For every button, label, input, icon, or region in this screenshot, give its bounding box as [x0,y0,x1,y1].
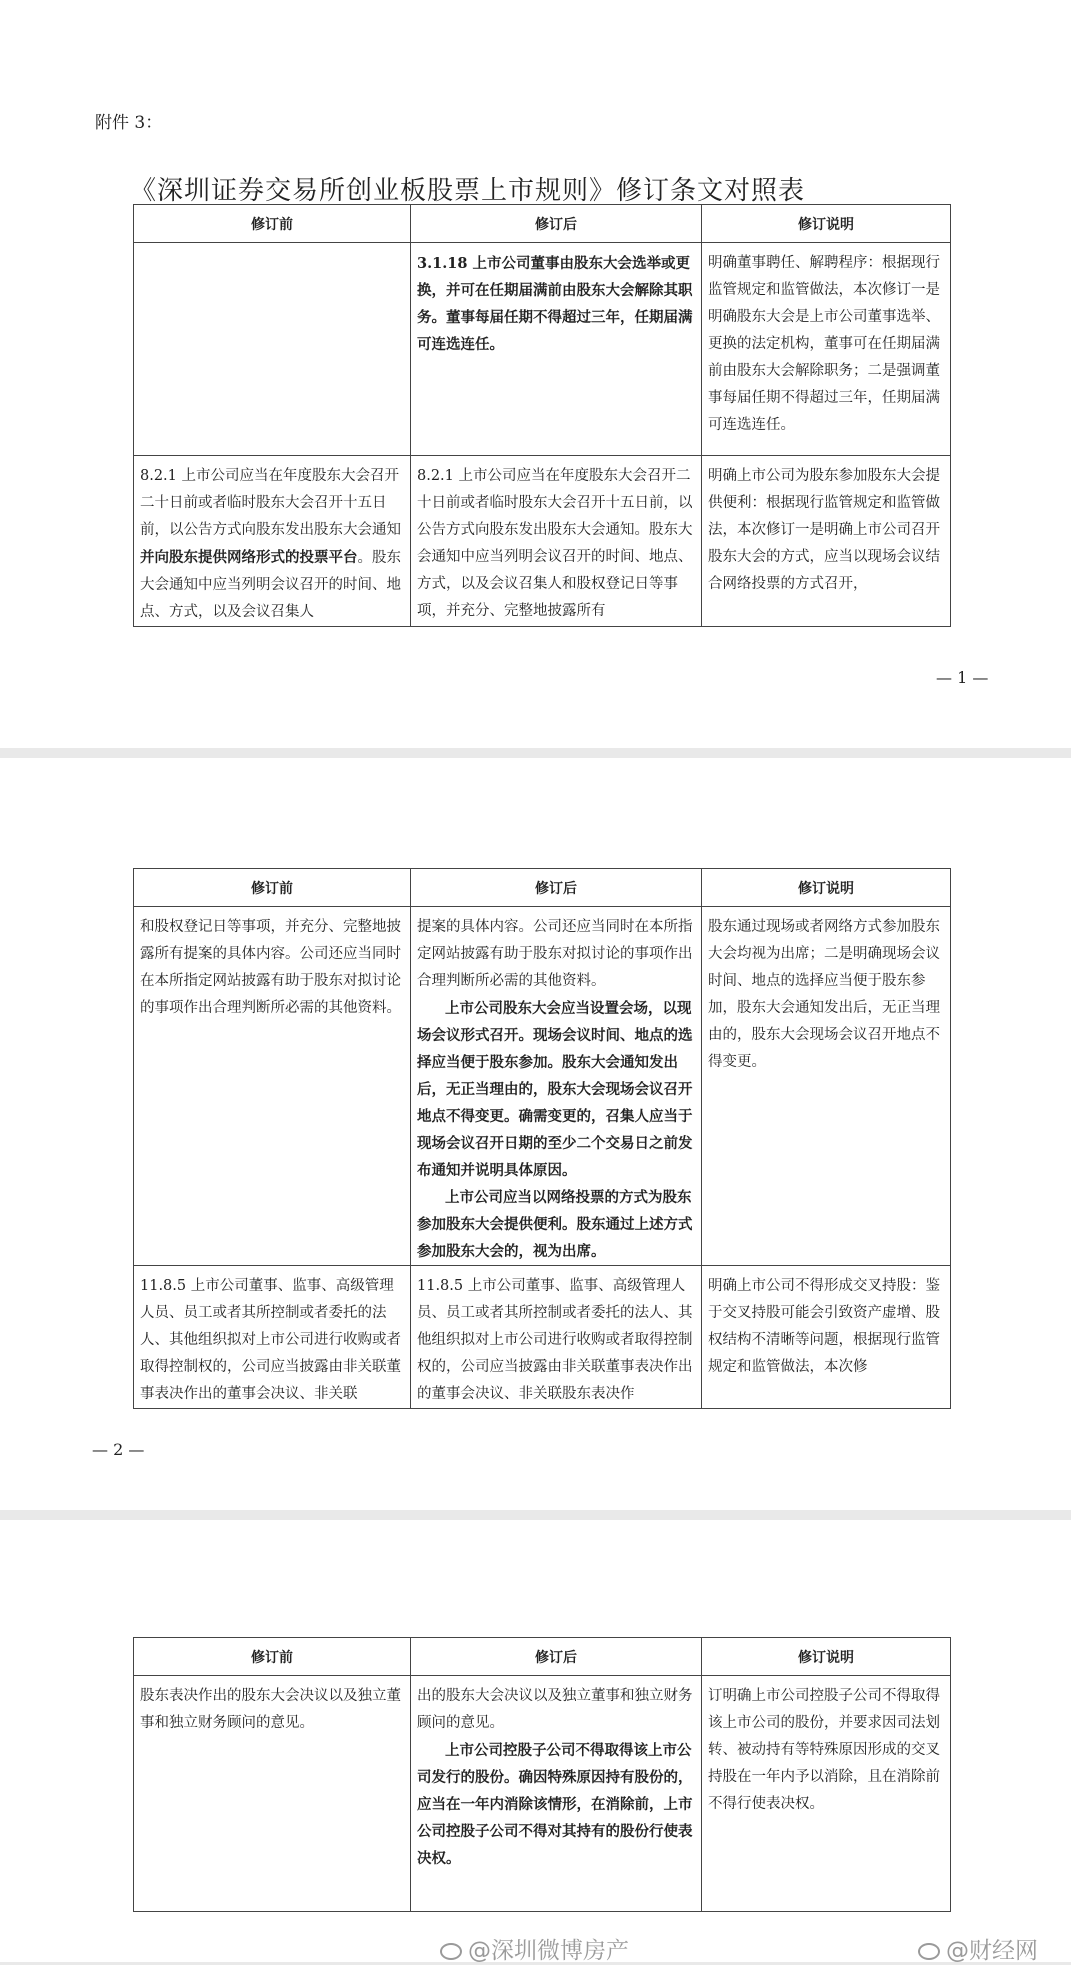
cell-after: 8.2.1 上市公司应当在年度股东大会召开二十日前或者临时股东大会召开十五日前，以公告方式向股东发出股东大会通知。股东大会通知中应当列明会议召开的时间、地点、方式，以及会议召集人和股权登记日等事项，并充分、完整地披露所有 [411,456,702,627]
weibo-icon [440,1943,462,1960]
cell-note: 股东通过现场或者网络方式参加股东大会均视为出席；二是明确现场会议时间、地点的选择应当便于股东参加，股东大会通知发出后，无正当理由的，股东大会现场会议召开地点不得变更。 [702,907,951,1266]
table-header-row [134,869,951,907]
cell-after-bold-text: 上市公司控股子公司不得取得该上市公司发行的股份。确因特殊原因持有股份的，应当在一年内消除该情形，在消除前，上市公司控股子公司不得对其持有的股份行使表决权。 [417,1742,693,1867]
comparison-table [133,1637,951,1912]
cell-before [134,243,411,456]
header-before: 修订前 [134,205,411,243]
header-note: 修订说明 [702,205,951,243]
watermark-left-text: @深圳微博房产 [468,1938,629,1964]
cell-after-text: 提案的具体内容。公司还应当同时在本所指定网站披露有助于股东对拟讨论的事项作出合理判断所必需的其他资料。 [417,919,693,989]
header-after: 修订后 [411,205,702,243]
header-after: 修订后 [411,1638,702,1676]
cell-after [411,907,702,1266]
cell-after-bold-text: 上市公司应当以网络投票的方式为股东参加股东大会提供便利。股东通过上述方式参加股东大会的，视为出席。 [417,1189,693,1260]
header-before: 修订前 [134,1638,411,1676]
page-3 [0,1520,1071,1962]
cell-before: 11.8.5 上市公司董事、监事、高级管理人员、员工或者其所控制或者委托的法人、其他组织拟对上市公司进行收购或者取得控制权的，公司应当披露由非关联董事表决作出的董事会决议、非关联 [134,1266,411,1409]
table-row [134,907,951,1266]
cell-after-bold-text: 上市公司股东大会应当设置会场，以现场会议形式召开。现场会议时间、地点的选择应当便于股东参加。股东大会通知发出后，无正当理由的，股东大会现场会议召开地点不得变更。确需变更的，召集人应当于现场会议召开日期的至少二个交易日之前发布通知并说明具体原因。 [417,1000,693,1179]
cell-before: 和股权登记日等事项，并充分、完整地披露所有提案的具体内容。公司还应当同时在本所指定网站披露有助于股东对拟讨论的事项作出合理判断所必需的其他资料。 [134,907,411,1266]
cell-note: 明确上市公司不得形成交叉持股：鉴于交叉持股可能会引致资产虚增、股权结构不清晰等问题，根据现行监管规定和监管做法，本次修 [702,1266,951,1409]
cell-before-text: 。股东大会通知中应当列明会议召开的时间、地点、方式，以及会议召集人 [140,550,401,620]
page-number: — 2 — [92,1440,145,1459]
header-note: 修订说明 [702,869,951,907]
watermark-left [440,1932,629,1965]
header-note: 修订说明 [702,1638,951,1676]
watermark-right [918,1932,1038,1965]
watermark-right-text: @财经网 [946,1938,1038,1964]
header-before: 修订前 [134,869,411,907]
table-row [134,1676,951,1912]
page-2 [0,758,1071,1510]
cell-after [411,1676,702,1912]
cell-after: 11.8.5 上市公司董事、监事、高级管理人员、员工或者其所控制或者委托的法人、其他组织拟对上市公司进行收购或者取得控制权的，公司应当披露由非关联董事表决作出的董事会决议、非关联股东表决作 [411,1266,702,1409]
header-after: 修订后 [411,869,702,907]
page-number: — 1 — [936,668,989,687]
document-title: 《深圳证券交易所创业板股票上市规则》修订条文对照表 [130,176,806,206]
cell-note: 订明确上市公司控股子公司不得取得该上市公司的股份，并要求因司法划转、被动持有等特殊原因形成的交叉持股在一年内予以消除，且在消除前不得行使表决权。 [702,1676,951,1912]
weibo-icon [918,1943,940,1960]
cell-note: 明确董事聘任、解聘程序：根据现行监管规定和监管做法，本次修订一是明确股东大会是上市公司董事选举、更换的法定机构，董事可在任期届满前由股东大会解除职务；二是强调董事每届任期不得超过三年，任期届满可连选连任。 [702,243,951,456]
cell-after-text: 出的股东大会决议以及独立董事和独立财务顾问的意见。 [417,1688,693,1731]
annex-label: 附件 3： [95,113,163,133]
page-1 [0,0,1071,748]
cell-before-bold-text: 并向股东提供网络形式的投票平台 [140,549,358,566]
table-header-row [134,1638,951,1676]
comparison-table [133,204,951,627]
cell-before [134,456,411,627]
table-row [134,456,951,627]
cell-after: 3.1.18 上市公司董事由股东大会选举或更换，并可在任期届满前由股东大会解除其职务。董事每届任期不得超过三年，任期届满可连选连任。 [411,243,702,456]
table-row [134,1266,951,1409]
comparison-table [133,868,951,1409]
cell-before: 股东表决作出的股东大会决议以及独立董事和独立财务顾问的意见。 [134,1676,411,1912]
table-row [134,243,951,456]
cell-before-text: 8.2.1 上市公司应当在年度股东大会召开二十日前或者临时股东大会召开十五日前，以公告方式向股东发出股东大会通知 [140,468,401,538]
table-header-row [134,205,951,243]
cell-note: 明确上市公司为股东参加股东大会提供便利：根据现行监管规定和监管做法，本次修订一是明确上市公司召开股东大会的方式，应当以现场会议结合网络投票的方式召开， [702,456,951,627]
